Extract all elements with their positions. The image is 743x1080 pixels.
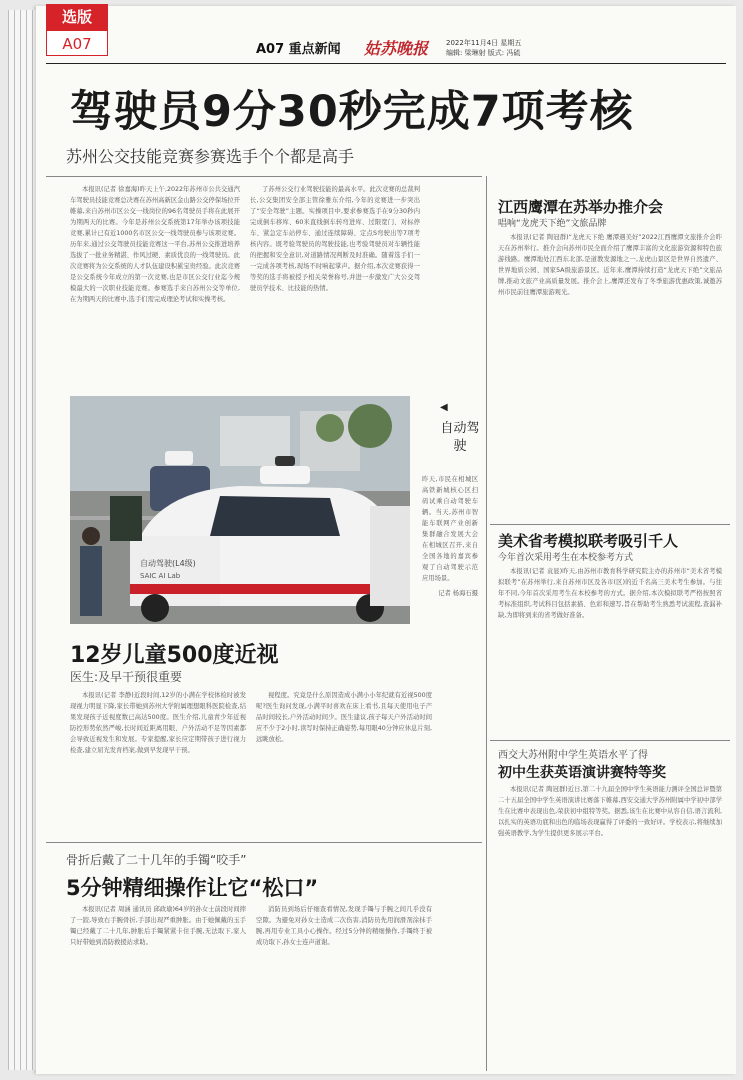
bracelet-kicker: 骨折后戴了二十几年的手镯“咬手” <box>66 853 247 867</box>
myopia-subtitle: 医生:及早干预很重要 <box>70 670 183 684</box>
english-body: 本报讯(记者 陶冠群)近日,第二十九届全国中学生英语能力测评全国总评暨第二十五届全国中学生英语演讲比赛落下帷幕,西安交通大学苏州附属中学初中部学生在比赛中表现出色,荣获初中组特等奖。据悉,该生在比赛中从容自信,语言流利,以扎实的英语功底和出色的临场表现赢得了评委的一致好评。学校表示,将继续加强英语教学,为学生提供更多展示平台。 <box>498 786 722 837</box>
art-exam-subtitle: 今年首次采用考生在本校参考方式 <box>498 553 634 563</box>
photo-illustration <box>70 396 410 624</box>
edition-badge-page[interactable]: A07 <box>46 30 108 56</box>
photo-caption-text: 昨天,市民在相城区高铁新城核心区扫码试乘自动驾驶车辆。当天,苏州市智能车联网产业创新集群融合发展大会在相城区召开,来自全国各地的嘉宾参观了自动驾驶示范应用场景。 <box>422 476 478 582</box>
photo-caption <box>422 474 478 599</box>
main-article-col2: 了苏州公交行业驾驶技能的最高水平。此次竞赛的总裁判长,公交集团安全部主管徐雅东介绍,今年的竞赛进一步突出了“安全驾驶”主题。实操项目中,要求参赛选手在9分30秒内完成倒车移库、60米直线倒车转弯进库、过限宽门、对标停车、紧急定车站停车、通过连续障碍、定点S弯驶出等7项考核内容。既考验驾驶员的驾驶技能,也考验驾驶员对车辆性能的把握和安全意识,对道路情况判断及时准确。随着选手们一一完成各项考核,现场不时响起掌声。据介绍,本次竞赛获得一等奖的选手将被授予相关荣誉称号,并进一步激发广大公交驾驶员学技术、比技能的热情。 <box>250 186 420 292</box>
art-exam-body: 本报讯(记者 袁显)昨天,由苏州市教育科学研究院主办的苏州市“美术省考模拟联考”在苏州举行,来自苏州市区及各市(区)的近千名高三美术考生参加。与往年不同,今年首次采用考生在本校参考的方式。据介绍,本次模拟联考严格按照省考标准组织,考试科目包括素描、色彩和速写,旨在帮助考生熟悉考试流程,查漏补缺,为即将到来的省考做好准备。 <box>498 568 722 619</box>
english-kicker: 西交大苏州附中学生英语水平了得 <box>498 750 648 761</box>
myopia-col2: 视程度。究竟是什么原因造成小满小小年纪就有近视500度呢?医生询问发现,小满平时喜欢在床上看书,且每天使用电子产品时间较长,户外活动时间少。医生建议,孩子每天户外活动时间应不少于2小时,读写时保持正确姿势,每用眼40分钟应休息片刻,远眺放松。 <box>256 692 432 743</box>
autonomous-vehicle-photo <box>70 396 410 624</box>
edition-badge-top[interactable]: 选版 <box>46 4 108 30</box>
photo-credit: 记者 杨海石摄 <box>438 590 478 597</box>
yingtan-subtitle: 唱响“龙虎天下绝”文旅品牌 <box>498 219 607 229</box>
bracelet-title: 5分钟精细操作让它“松口” <box>66 876 319 900</box>
main-subhead: 苏州公交技能竞赛参赛选手个个都是高手 <box>66 147 355 166</box>
vehicle-label: 自动驾驶(L4级) <box>140 559 196 568</box>
caption-arrow-icon: ◀ <box>440 402 448 413</box>
photo-caption-title: 自动驾驶 <box>440 421 480 454</box>
masthead <box>46 36 726 64</box>
issue-date: 2022年11月4日 星期五 <box>446 39 522 47</box>
divider <box>46 176 482 177</box>
paper-logo: 姑苏晚报 <box>364 39 429 58</box>
main-article-col1: 本报讯(记者 徐嘉海)昨天上午,2022年苏州市公共交通汽车驾驶员技能竞赛总决赛在苏州高新区金山路公交停保场拉开帷幕,来自苏州市区公交一线岗位的96名驾驶员手将在此展开为期两天的比赛。今年是苏州公交系统第17年举办该项技能竞赛,累计已有近1000名市区公交一线驾驶员参与该项竞赛。历年来,通过公交驾驶员技能竞赛这一平台,苏州公交推进培养选拔了一批业务精湛、作风过硬、素质优良的一线驾驶员。此次竞赛将为公交系统的人才队伍建设积累宝贵经验。此次竞赛是公交系统今年成立的第一次竞赛,也是市区公交行业迄今规模最大的一次职业技能竞赛。参赛选手来自苏州公交等单位,在为期两天的比赛中,选手们需完成理论考试和实操考核。 <box>70 186 240 303</box>
yingtan-body: 本报讯(记者 陶冠群)“龙虎天下绝 鹰潭遇美好”2022江西鹰潭文旅推介会昨天在苏州举行。推介会向苏州市民全面介绍了鹰潭丰富的文化旅游资源和特色旅游线路。鹰潭地处江西东北部,是道教发源地之一,龙虎山景区是世界自然遗产、世界地质公园、国家5A级旅游景区。近年来,鹰潭持续打造“龙虎天下绝”文旅品牌,推动文旅产业高质量发展。推介会上,鹰潭还发布了冬季旅游优惠政策,诚邀苏州市民前往鹰潭旅游观光。 <box>498 234 722 296</box>
column-divider <box>486 176 487 1071</box>
divider <box>490 740 730 741</box>
divider <box>490 524 730 525</box>
vehicle-brand: SAIC AI Lab <box>140 572 181 580</box>
editors-line: 编辑: 梁琳射 版式: 冯硫 <box>446 49 521 57</box>
main-headline: 驾驶员9分30秒完成7项考核 <box>70 87 634 137</box>
myopia-col1: 本报讯(记者 李静)近段时间,12岁的小满在学校体检时被发现视力明显下降,家长带她到苏州大学附属理想眼科医院检查,结果发现孩子近视度数已高达500度。医生介绍,儿童青少年近视防控形势依然严峻,长时间近距离用眼、户外活动不足等因素都会导致近视发生和发展。专家提醒,家长应定期带孩子进行视力检查,建立屈光发育档案,做到早发现早干预。 <box>70 692 246 754</box>
english-title: 初中生获英语演讲赛特等奖 <box>498 765 666 781</box>
newspaper-page <box>36 6 736 1074</box>
page-label: A07 重点新闻 <box>256 42 341 57</box>
bracelet-col2: 消防员到场后仔细查看情况,发现手镯与手腕之间几乎没有空隙。为避免对孙女士造成二次伤害,消防员先用润滑剂涂抹手腕,再用专业工具小心操作。经过5分钟的精细操作,手镯终于被成功取下,孙女士连声道谢。 <box>256 906 432 946</box>
divider <box>46 842 482 843</box>
myopia-title: 12岁儿童500度近视 <box>70 643 279 668</box>
art-exam-title: 美术省考模拟联考吸引千人 <box>498 532 679 550</box>
masthead-meta <box>446 38 521 58</box>
yingtan-title: 江西鹰潭在苏举办推介会 <box>498 198 664 216</box>
bracelet-col1: 本报讯(记者 周涵 通讯员 邱政瑜)64岁的孙女士前段时间摔了一跤,导致右手腕骨折,手部出现严重肿胀。由于她佩戴的玉手镯已经戴了二十几年,肿胀后手镯紧紧卡住手腕,无法取下,家人只好带她到消防救援站求助。 <box>70 906 246 946</box>
